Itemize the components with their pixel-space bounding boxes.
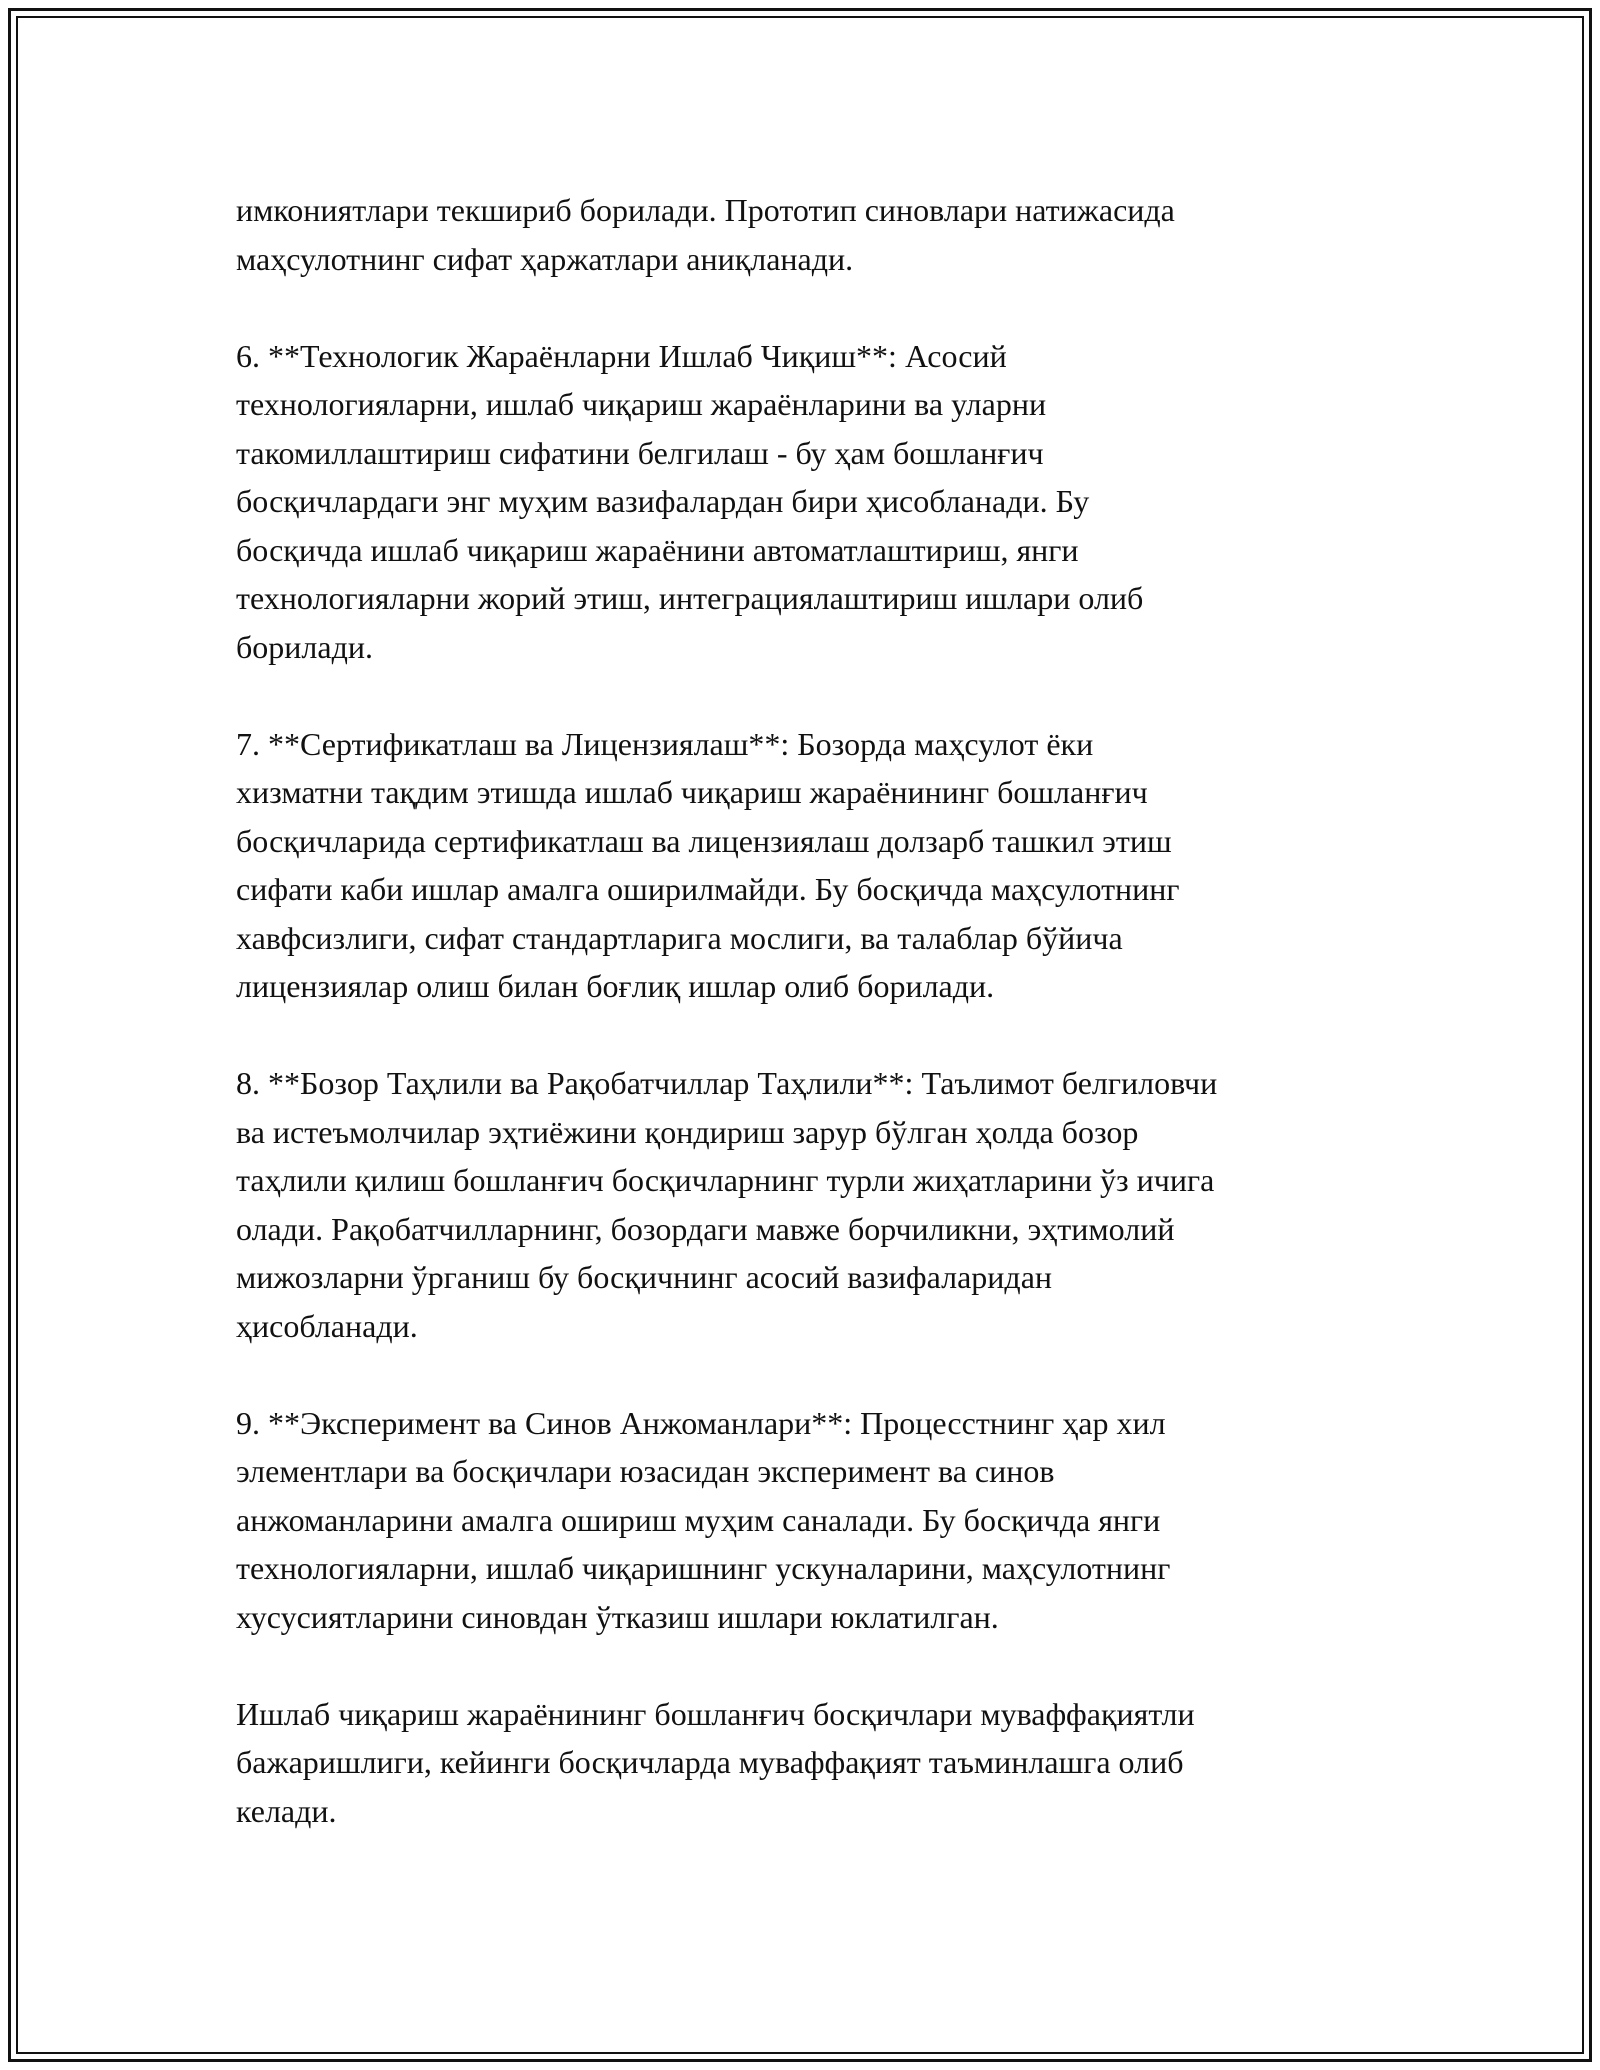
- document-body: [236, 186, 1376, 1884]
- paragraph-item-7-certification-licensing: 7. **Сертификатлаш ва Лицензиялаш**: Бозорда маҳсулот ёки хизматни тақдим этишда ишлаб чиқариш жараёнининг бошланғич босқичларида сертификатлаш ва лицензиялаш долзарб ташкил этиш сифати каби ишлар амалга оширилмайди. Бу босқичда маҳсулотнинг хавфсизлиги, сифат стандартларига мослиги, ва талаблар бўйича лицензиялар олиш билан боғлиқ ишлар олиб борилади.: [236, 725, 1180, 1004]
- paragraph-item-9-experiment-testing: 9. **Эксперимент ва Синов Анжоманлари**: Процесстнинг ҳар хил элементлари ва босқичлари юзасидан эксперимент ва синов анжоманларини амалга ошириш муҳим саналади. Бу босқичда янги технологияларни, ишлаб чиқаришнинг ускуналарини, маҳсулотнинг хусусиятларини синовдан ўтказиш ишлари юклатилган.: [236, 1404, 1171, 1635]
- paragraph-item-8-market-analysis: 8. **Бозор Таҳлили ва Рақобатчиллар Таҳлили**: Таълимот белгиловчи ва истеъмолчилар эҳтиёжини қондириш зарур бўлган ҳолда бозор таҳлили қилиш бошланғич босқичларнинг турли жиҳатларини ўз ичига олади. Рақобатчилларнинг, бозордаги мавже борчиликни, эҳтимолий мижозларни ўрганиш бу босқичнинг асосий вазифаларидан ҳисобланади.: [236, 1065, 1218, 1344]
- paragraph-item-6-technological-processes: 6. **Технологик Жараёнларни Ишлаб Чиқиш**: Асосий технологияларни, ишлаб чиқариш жараёнларини ва уларни такомиллаштириш сифатини белгилаш - бу ҳам бошланғич босқичлардаги энг муҳим вазифалардан бири ҳисобланади. Бу босқичда ишлаб чиқариш жараёнини автоматлаштириш, янги технологияларни жорий этиш, интеграциялаштириш ишлари олиб борилади.: [236, 337, 1144, 665]
- paragraph-conclusion: Ишлаб чиқариш жараёнининг бошланғич босқичлари муваффақиятли бажаришлиги, кейинги босқичларда муваффақият таъминлашга олиб келади.: [236, 1695, 1195, 1829]
- paragraph-prototype-continuation: имкониятлари текшириб борилади. Прототип синовлари натижасида маҳсулотнинг сифат ҳаржатлари аниқланади.: [236, 192, 1175, 277]
